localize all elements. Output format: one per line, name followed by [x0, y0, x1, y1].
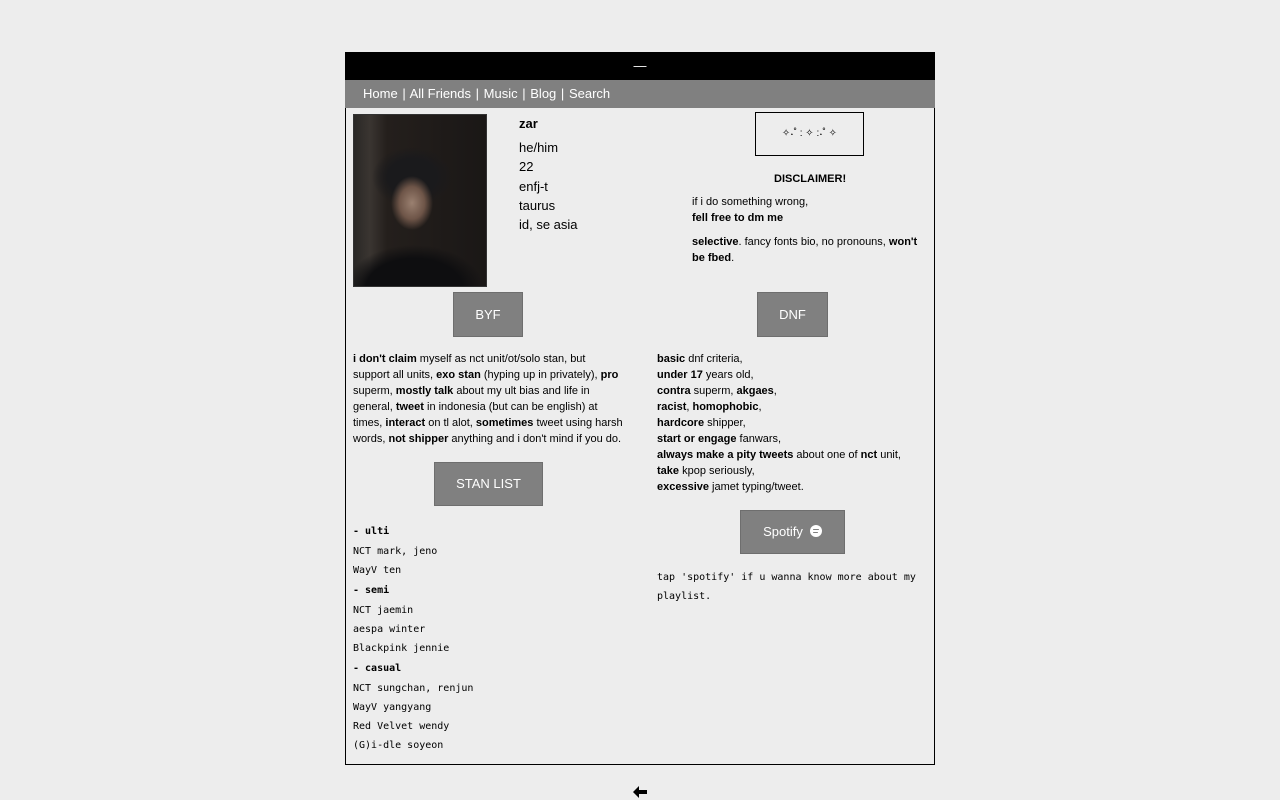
nav-separator: |	[475, 86, 480, 101]
nav-music[interactable]: Music	[483, 86, 518, 101]
stan-list-button[interactable]: STAN LIST	[434, 462, 543, 506]
stan-list-item: WayV yangyang	[353, 702, 432, 713]
byf-text: about my ult bias and life in general,	[353, 385, 590, 413]
dnf-item	[657, 447, 927, 463]
dnf-text: kpop seriously,	[679, 465, 755, 477]
disclaimer-title: DISCLAIMER!	[774, 173, 847, 185]
profile-pronouns: he/him	[519, 140, 559, 156]
byf-text: tweet using harsh words,	[353, 417, 623, 445]
byf-bold: mostly talk	[395, 385, 454, 397]
stan-list-heading: - casual	[353, 663, 402, 674]
byf-button[interactable]: BYF	[453, 292, 523, 337]
nav-home[interactable]: Home	[363, 86, 398, 101]
dnf-item	[657, 463, 927, 479]
dnf-list	[657, 351, 927, 495]
arrow-left-icon[interactable]	[631, 785, 649, 799]
byf-text: on tl alot,	[425, 417, 476, 429]
dnf-bold: always make a pity tweets	[657, 449, 794, 461]
byf-text: myself as nct unit/ot/solo stan, but support all units,	[353, 353, 586, 381]
dnf-text: years old,	[702, 369, 754, 381]
profile-name: zar	[519, 116, 538, 131]
dnf-item	[657, 383, 927, 399]
profile-location: id, se asia	[519, 217, 578, 233]
byf-text: (hyping up in privately),	[480, 369, 601, 381]
stan-list-heading: - semi	[353, 585, 390, 596]
dnf-text: ,	[758, 401, 762, 413]
stan-list-item: NCT sungchan, renjun	[353, 683, 474, 694]
profile-frame	[345, 52, 935, 765]
dnf-text: fanwars,	[736, 433, 782, 445]
disclaimer-line-2: fell free to dm me	[692, 212, 784, 224]
stan-list-item: (G)i-dle soyeon	[353, 740, 444, 751]
dnf-bold: racist	[657, 401, 687, 413]
dnf-text: about one of	[793, 449, 861, 461]
spotify-button-label: Spotify	[763, 524, 803, 539]
dnf-bold: akgaes	[736, 385, 774, 397]
nav-separator: |	[560, 86, 565, 101]
dnf-bold: contra	[657, 385, 691, 397]
dnf-button[interactable]: DNF	[757, 292, 828, 337]
dnf-text: unit,	[877, 449, 901, 461]
dnf-bold: homophobic	[692, 401, 759, 413]
spotify-button[interactable]	[740, 510, 845, 554]
byf-text: in indonesia (but can be english) at times,	[353, 401, 598, 429]
profile-mbti: enfj-t	[519, 178, 548, 194]
spotify-icon	[810, 525, 822, 537]
dnf-bold: excessive	[657, 481, 709, 493]
dnf-item	[657, 399, 927, 415]
profile-content	[345, 108, 935, 765]
profile-zodiac: taurus	[519, 197, 556, 213]
dnf-text: shipper,	[704, 417, 746, 429]
byf-text: superm,	[353, 385, 396, 397]
nav-blog[interactable]: Blog	[530, 86, 557, 101]
dnf-item	[657, 415, 927, 431]
dnf-item	[657, 479, 927, 495]
sparkle-box: ✧˖˚ : ✧ :˖˚ ✧	[755, 112, 864, 156]
stan-list-item: aespa winter	[353, 624, 426, 635]
top-bar	[345, 52, 935, 80]
byf-bold: exo stan	[436, 369, 481, 381]
dnf-bold: take	[657, 465, 680, 477]
nav-separator: |	[402, 86, 406, 101]
disclaimer-bold-2: won't be fbed	[692, 236, 918, 264]
nav-search[interactable]: Search	[568, 86, 611, 101]
byf-bold: not shipper	[388, 433, 449, 445]
nav-all-friends[interactable]: All Friends	[409, 86, 472, 101]
profile-info	[519, 114, 578, 234]
dnf-bold: nct	[860, 449, 878, 461]
stan-list-item: Red Velvet wendy	[353, 721, 450, 732]
dnf-item	[657, 431, 927, 447]
dnf-text: jamet typing/tweet.	[709, 481, 804, 493]
dnf-bold: hardcore	[657, 417, 705, 429]
disclaimer-bold-1: selective	[692, 236, 739, 248]
byf-bold: sometimes	[475, 417, 534, 429]
byf-paragraph	[353, 351, 623, 447]
stan-list-item: WayV ten	[353, 565, 402, 576]
byf-bold: i don't claim	[353, 353, 417, 365]
top-bar-title: —	[633, 58, 647, 73]
dnf-item	[657, 351, 927, 367]
byf-bold: pro	[600, 369, 619, 381]
dnf-text: ,	[773, 385, 777, 397]
dnf-text: dnf criteria,	[685, 353, 743, 365]
disclaimer-text-2: .	[731, 252, 735, 264]
spotify-note: tap 'spotify' if u wanna know more about my playlist.	[657, 572, 916, 602]
stan-list-item: NCT jaemin	[353, 605, 414, 616]
stan-list-item: Blackpink jennie	[353, 643, 450, 654]
dnf-text: superm,	[690, 385, 737, 397]
stan-list-heading: - ulti	[353, 526, 390, 537]
stan-list	[353, 521, 473, 755]
dnf-bold: basic	[657, 353, 686, 365]
stan-list-item: NCT mark, jeno	[353, 546, 438, 557]
nav-bar	[345, 80, 935, 108]
profile-photo	[353, 114, 487, 287]
nav-separator: |	[522, 86, 526, 101]
profile-age: 22	[519, 159, 534, 175]
disclaimer-paragraph	[692, 234, 922, 266]
dnf-text: ,	[686, 401, 693, 413]
disclaimer-text-1: . fancy fonts bio, no pronouns,	[738, 236, 889, 248]
disclaimer-line-1: if i do something wrong,	[692, 196, 809, 208]
byf-bold: interact	[385, 417, 426, 429]
dnf-item	[657, 367, 927, 383]
dnf-bold: under 17	[657, 369, 703, 381]
dnf-bold: start or engage	[657, 433, 737, 445]
byf-text: anything and i don't mind if you do.	[448, 433, 622, 445]
byf-bold: tweet	[395, 401, 424, 413]
